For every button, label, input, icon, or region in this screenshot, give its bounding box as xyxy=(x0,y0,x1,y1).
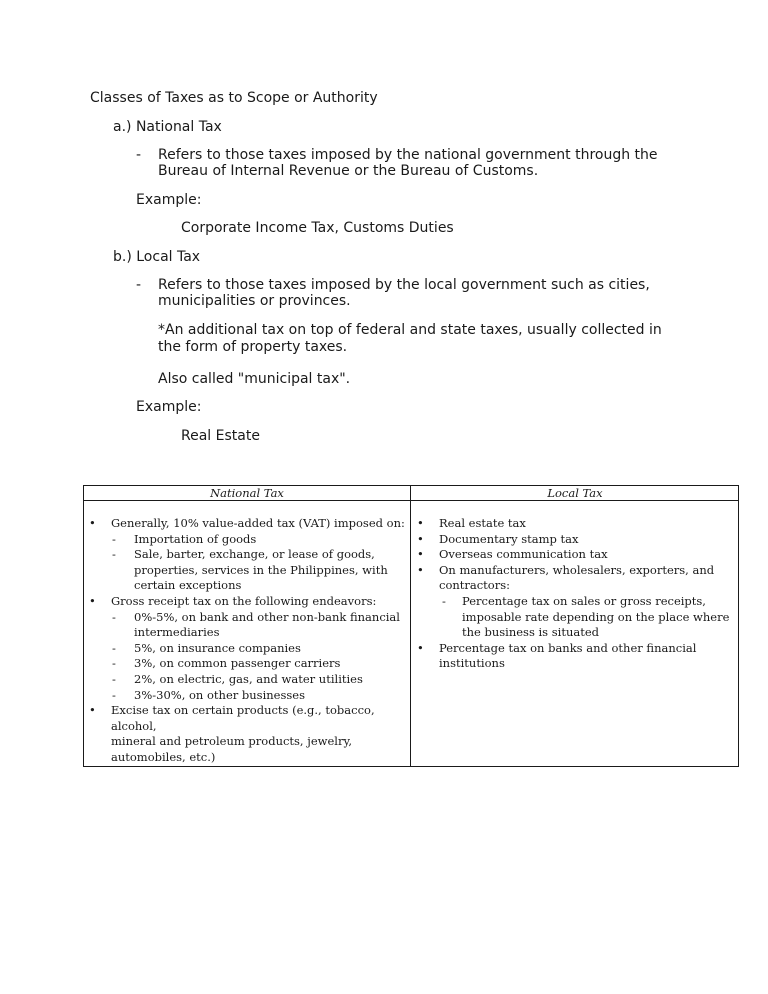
list-item: - 3%, on common passenger carriers xyxy=(84,656,410,672)
list-item-continuation: institutions xyxy=(439,656,505,671)
national-definition-line-2: Bureau of Internal Revenue or the Bureau of Customs. xyxy=(158,163,539,179)
national-tax-cell xyxy=(84,516,410,766)
local-definition-line-1: Refers to those taxes imposed by the local government such as cities, xyxy=(158,277,650,293)
local-definition-line-2: municipalities or provinces. xyxy=(158,293,351,309)
list-item: - Importation of goods xyxy=(84,532,410,548)
list-item: - 0%-5%, on bank and other non-bank financial xyxy=(84,610,410,626)
local-example-label: Example: xyxy=(136,399,202,415)
list-item: - Sale, barter, exchange, or lease of goods, xyxy=(84,547,410,563)
local-example-value: Real Estate xyxy=(181,428,260,444)
list-item: - 3%-30%, on other businesses xyxy=(84,688,410,704)
list-item: • Gross receipt tax on the following endeavors: xyxy=(84,594,410,610)
local-dash: - xyxy=(136,277,142,293)
list-item-continuation: contractors: xyxy=(439,578,511,593)
list-item: • Overseas communication tax xyxy=(412,547,738,563)
national-dash: - xyxy=(136,147,142,163)
list-item: • Excise tax on certain products (e.g., tobacco, alcohol, xyxy=(84,703,410,734)
local-alias: Also called "municipal tax". xyxy=(158,371,351,387)
list-item-continuation: certain exceptions xyxy=(134,578,242,593)
local-tax-label: b.) Local Tax xyxy=(113,249,201,265)
list-item-continuation: the business is situated xyxy=(462,625,599,640)
list-item: • Generally, 10% value-added tax (VAT) imposed on: xyxy=(84,516,410,532)
national-definition-line-1: Refers to those taxes imposed by the national government through the xyxy=(158,147,658,163)
list-item: • Real estate tax xyxy=(412,516,738,532)
table-column-divider xyxy=(410,486,411,766)
tax-comparison-table xyxy=(83,485,739,767)
national-tax-label: a.) National Tax xyxy=(113,119,222,135)
document-heading: Classes of Taxes as to Scope or Authority xyxy=(90,90,378,106)
list-item: • On manufacturers, wholesalers, exporters, and xyxy=(412,563,738,579)
list-item-continuation: imposable rate depending on the place where xyxy=(462,609,730,624)
list-item-continuation: intermediaries xyxy=(134,625,220,640)
national-example-value: Corporate Income Tax, Customs Duties xyxy=(181,220,454,236)
list-item: - 5%, on insurance companies xyxy=(84,641,410,657)
list-item-continuation: properties, services in the Philippines, with xyxy=(134,562,388,577)
local-note-line-2: the form of property taxes. xyxy=(158,339,348,355)
list-item: - Percentage tax on sales or gross receipts, xyxy=(412,594,738,610)
list-item-continuation: mineral and petroleum products, jewelry, xyxy=(111,734,353,749)
local-note-line-1: *An additional tax on top of federal and state taxes, usually collected in xyxy=(158,322,662,338)
national-example-label: Example: xyxy=(136,192,202,208)
table-header-national: National Tax xyxy=(210,486,284,500)
list-item-continuation: automobiles, etc.) xyxy=(111,749,216,764)
list-item: - 2%, on electric, gas, and water utilities xyxy=(84,672,410,688)
table-header-divider xyxy=(84,500,738,501)
list-item: • Documentary stamp tax xyxy=(412,532,738,548)
table-header-local: Local Tax xyxy=(547,486,603,500)
local-tax-cell xyxy=(412,516,738,672)
list-item: • Percentage tax on banks and other financial xyxy=(412,641,738,657)
